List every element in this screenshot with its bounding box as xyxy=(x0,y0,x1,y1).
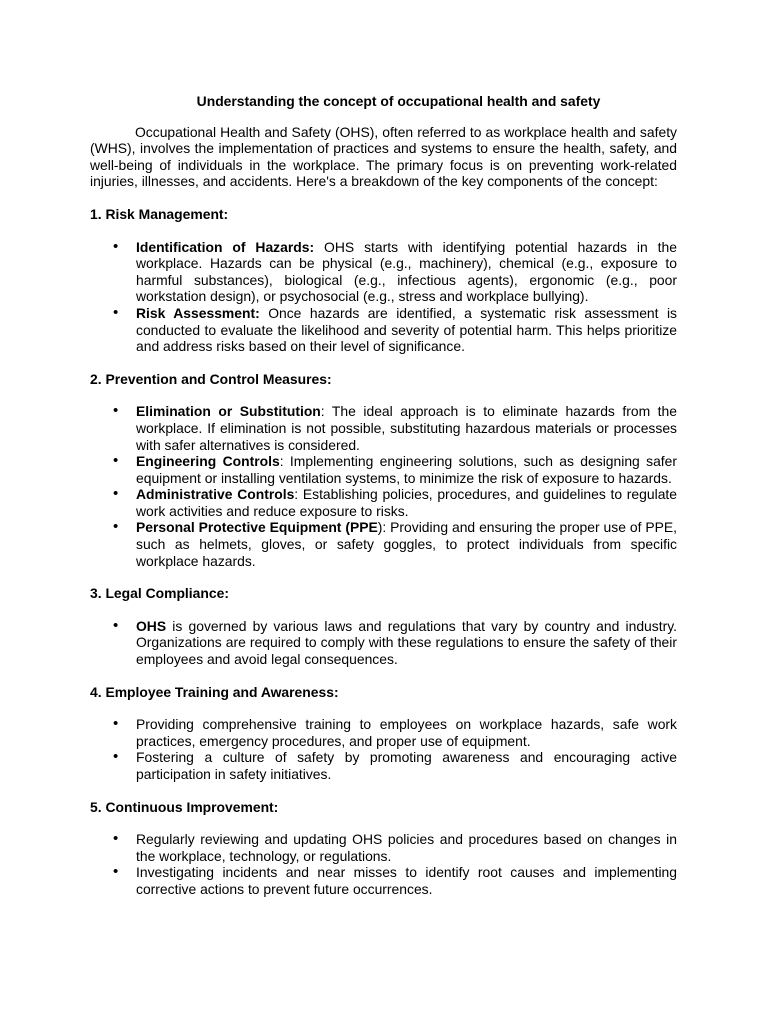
list-item xyxy=(90,831,677,864)
bullet-list xyxy=(90,239,677,355)
bullet-list xyxy=(90,716,677,782)
bullet-list xyxy=(90,831,677,897)
item-text: Regularly reviewing and updating OHS policies and procedures based on changes in the workplace, technology, or regulations. xyxy=(136,831,677,864)
bullet-icon: • xyxy=(113,863,119,881)
list-item xyxy=(90,864,677,897)
list-item xyxy=(90,453,677,486)
section-heading: 3. Legal Compliance: xyxy=(90,585,229,602)
bullet-icon: • xyxy=(113,402,119,420)
document-title: Understanding the concept of occupational health and safety xyxy=(196,93,601,109)
list-item xyxy=(90,403,677,453)
intro-paragraph: Occupational Health and Safety (OHS), often referred to as workplace health and safety (WHS), involves the implementation of practices and systems to ensure the health, safety, and well-being of individuals in the workplace. The primary focus is on preventing work-related injuries, illnesses, and accidents. Here's a breakdown of the key components of the concept: xyxy=(90,123,677,190)
bullet-icon: • xyxy=(113,748,119,766)
item-text: : Implementing engineering solutions, such as designing safer equipment or installing ventilation systems, to minimize the risk of exposure to hazards. xyxy=(136,453,677,486)
section-continuous-improvement xyxy=(90,799,677,898)
list-item xyxy=(90,305,677,355)
item-text: Fostering a culture of safety by promoting awareness and encouraging active participation in safety initiatives. xyxy=(136,749,677,782)
item-term: Engineering Controls xyxy=(136,453,280,470)
item-term: Identification of Hazards: xyxy=(136,238,315,255)
bullet-icon: • xyxy=(113,237,119,255)
bullet-icon: • xyxy=(113,830,119,848)
list-item xyxy=(90,486,677,519)
list-item xyxy=(90,716,677,749)
bullet-icon: • xyxy=(113,303,119,321)
item-text: Once hazards are identified, a systematic risk assessment is conducted to evaluate the likelihood and severity of potential harm. This helps prioritize and address risks based on their level of significance. xyxy=(136,304,677,355)
item-text: is governed by various laws and regulations that vary by country and industry. Organizations are required to comply with these regulations to ensure the safety of their employees and avoid legal consequences. xyxy=(136,617,677,668)
section-employee-training xyxy=(90,684,677,783)
item-text: Investigating incidents and near misses to identify root causes and implementing corrective actions to prevent future occurrences. xyxy=(136,864,677,897)
item-text: OHS starts with identifying potential hazards in the workplace. Hazards can be physical (e.g., machinery), chemical (e.g., exposure to harmful substances), biological (e.g., infectious agents), ergonomic (e.g., poor workstation design), or psychosocial (e.g., stress and workplace bullying). xyxy=(136,238,677,305)
bullet-icon: • xyxy=(113,485,119,503)
section-heading: 1. Risk Management: xyxy=(90,205,229,222)
item-term: Elimination or Substitution xyxy=(136,403,321,420)
item-text: : Establishing policies, procedures, and guidelines to regulate work activities and reduce exposure to risks. xyxy=(136,486,678,519)
section-prevention-control xyxy=(90,371,677,570)
bullet-icon: • xyxy=(113,616,119,634)
section-heading: 4. Employee Training and Awareness: xyxy=(90,683,339,700)
document-page xyxy=(90,93,677,914)
section-heading: 5. Continuous Improvement: xyxy=(90,798,279,815)
list-item xyxy=(90,618,677,668)
item-term: Administrative Controls xyxy=(136,486,295,503)
list-item xyxy=(90,519,677,569)
section-risk-management xyxy=(90,206,677,355)
bullet-list xyxy=(90,403,677,569)
section-heading: 2. Prevention and Control Measures: xyxy=(90,370,332,387)
item-text: Providing comprehensive training to employees on workplace hazards, safe work practices, emergency procedures, and proper use of equipment. xyxy=(136,716,677,749)
bullet-icon: • xyxy=(113,518,119,536)
item-term: OHS xyxy=(136,617,167,634)
bullet-icon: • xyxy=(113,452,119,470)
list-item xyxy=(90,749,677,782)
item-term: Risk Assessment: xyxy=(136,304,260,321)
section-legal-compliance xyxy=(90,585,677,667)
list-item xyxy=(90,239,677,305)
item-term: Personal Protective Equipment (PPE xyxy=(136,519,378,536)
bullet-list xyxy=(90,618,677,668)
item-text: ): Providing and ensuring the proper use of PPE, such as helmets, gloves, or safety goggles, to protect individuals from specific workplace hazards. xyxy=(136,519,677,569)
bullet-icon: • xyxy=(113,715,119,733)
item-text: : The ideal approach is to eliminate hazards from the workplace. If elimination is not possible, substituting hazardous materials or processes with safer alternatives is considered. xyxy=(136,403,677,453)
